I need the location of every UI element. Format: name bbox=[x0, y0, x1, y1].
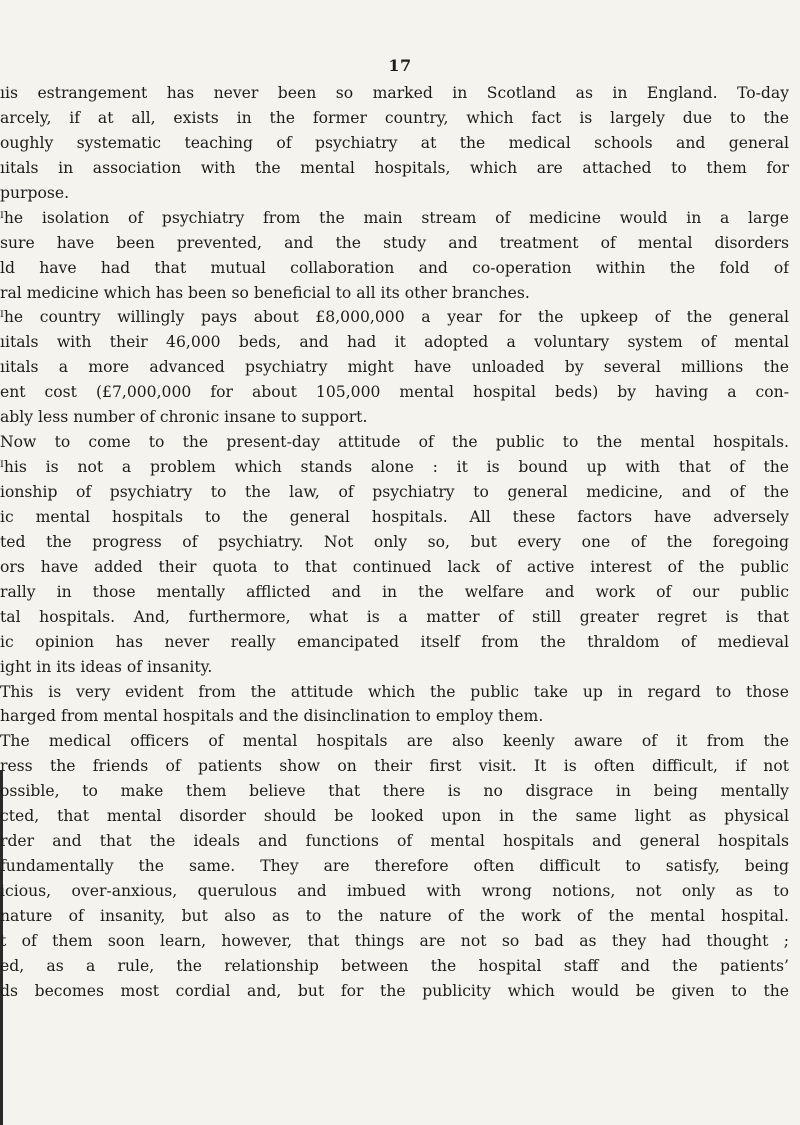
text-line: ic mental hospitals to the general hospitals. All these factors have adversely bbox=[0, 507, 789, 526]
text-line: ors have added their quota to that continued lack of active interest of the public bbox=[0, 557, 789, 576]
text-line: nature of insanity, but also as to the nature of the work of the mental hospital. bbox=[0, 906, 789, 925]
text-line: Now to come to the present-day attitude of the public to the mental hospitals. bbox=[0, 433, 789, 452]
text-line: ably less number of chronic insane to support. bbox=[0, 408, 368, 427]
body-text bbox=[0, 81, 789, 1004]
text-line: rally in those mentally afflicted and in the welfare and work of our public bbox=[0, 582, 789, 601]
text-line: ionship of psychiatry to the law, of psychiatry to general medicine, and of the bbox=[0, 483, 789, 501]
text-line: sure have been prevented, and the study and treatment of mental disorders bbox=[0, 233, 789, 252]
text-line: rder and that the ideals and functions of mental hospitals and general hospitals bbox=[0, 832, 789, 851]
text-line: ted the progress of psychiatry. Not only so, but every one of the foregoing bbox=[0, 532, 789, 551]
text-line: oughly systematic teaching of psychiatry at the medical schools and general bbox=[0, 133, 789, 152]
text-line: ıitals a more advanced psychiatry might have unloaded by several millions the bbox=[0, 358, 789, 377]
text-line: ent cost (£7,000,000 for about 105,000 mental hospital beds) by having a con- bbox=[0, 383, 789, 402]
text-line: ic opinion has never really emancipated itself from the thraldom of medieval bbox=[0, 632, 789, 651]
text-line: icious, over-anxious, querulous and imbued with wrong notions, not only as to bbox=[0, 882, 789, 900]
text-line: ress the friends of patients show on their first visit. It is often difficult, if not bbox=[0, 757, 789, 776]
text-line: purpose. bbox=[0, 183, 70, 202]
text-line: ld have had that mutual collaboration and co-operation within the fold of bbox=[0, 258, 789, 277]
text-line: fundamentally the same. They are therefore often difficult to satisfy, being bbox=[0, 857, 789, 876]
text-line: ight in its ideas of insanity. bbox=[0, 657, 213, 676]
text-line: ıitals in association with the mental hospitals, which are attached to them for bbox=[0, 158, 789, 177]
text-line: cted, that mental disorder should be looked upon in the same light as physical bbox=[0, 807, 789, 826]
text-line: The medical officers of mental hospitals are also keenly aware of it from the bbox=[0, 732, 789, 751]
text-line: ıis estrangement has never been so marked in Scotland as in England. To-day bbox=[0, 84, 789, 102]
text-line: ᴵhe country willingly pays about £8,000,000 a year for the upkeep of the general bbox=[0, 308, 789, 327]
text-line: This is very evident from the attitude which the public take up in regard to those bbox=[0, 682, 789, 701]
text-line: arcely, if at all, exists in the former country, which fact is largely due to the bbox=[0, 108, 789, 127]
text-line: ed, as a rule, the relationship between the hospital staff and the patients’ bbox=[0, 956, 789, 975]
text-line: ds becomes most cordial and, but for the publicity which would be given to the bbox=[0, 981, 789, 1000]
text-line: ral medicine which has been so beneficial to all its other branches. bbox=[0, 283, 530, 302]
text-line: t of them soon learn, however, that things are not so bad as they had thought ; bbox=[0, 931, 789, 950]
text-line: harged from mental hospitals and the disinclination to employ them. bbox=[0, 707, 544, 726]
text-line: ossible, to make them believe that there is no disgrace in being mentally bbox=[0, 782, 789, 801]
text-line: ıitals with their 46,000 beds, and had it adopted a voluntary system of mental bbox=[0, 333, 789, 352]
text-line: ᴵhe isolation of psychiatry from the main stream of medicine would in a large bbox=[0, 208, 789, 227]
page-number: 17 bbox=[388, 56, 412, 75]
text-line: tal hospitals. And, furthermore, what is a matter of still greater regret is that bbox=[0, 607, 789, 626]
text-line: ᴵhis is not a problem which stands alone : it is bound up with that of the bbox=[0, 458, 789, 477]
